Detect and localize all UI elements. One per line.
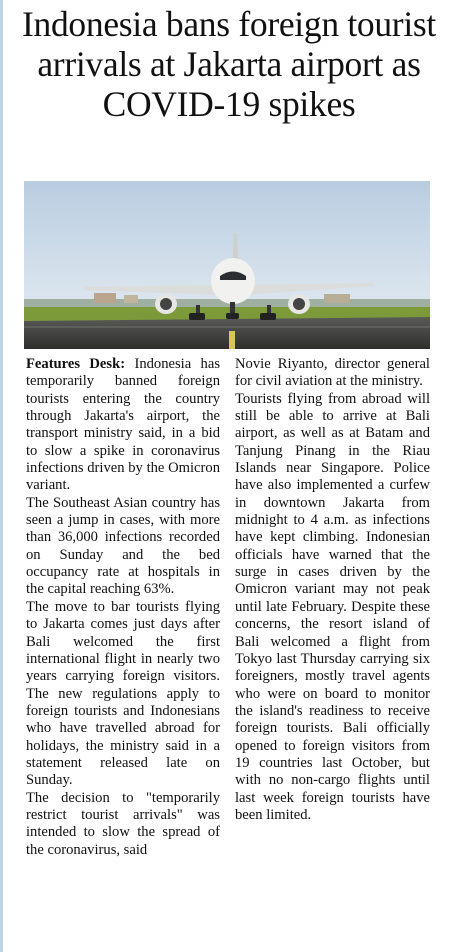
paragraph: Novie Riyanto, director general for civil aviation at the ministry. [235,356,430,390]
paragraph-text: Indonesia has temporarily banned foreign tourists entering the country through Jakarta's airport, the transport ministry said, in a bid to slow a spike in coronavirus infections driven by the Omicron variant. [26,356,221,494]
article-column-right [235,356,430,824]
paragraph: The move to bar tourists flying to Jakarta comes just days after Bali welcomed the first international flight in nearly two years carrying foreign visitors. The new regulations apply to foreign tourists and Indonesians who have travelled abroad for holidays, the ministry said in a statement released late on Sunday. [26,598,220,789]
paragraph [26,356,220,495]
paragraph: The decision to "temporarily restrict tourist arrivals" was intended to slow the spread of the coronavirus, said [26,789,220,858]
paragraph: Tourists flying from abroad will still be able to arrive at Bali airport, as well as at Batam and Tanjung Pinang in the Riau Islands near Singapore. Police have also implemented a curfew in downtown Jakarta from midnight to 4 a.m. as infections have kept climbing. Indonesian officials have warned that the surge in cases driven by the Omicron variant may not peak until late February. Despite these concerns, the resort island of Bali welcomed a flight from Tokyo last Thursday carrying six foreigners, mostly travel agents who were on board to monitor the island's readiness to receive foreign tourists. Bali officially opened to foreign visitors from 19 countries last October, but with no non-cargo flights until last week foreign tourists have been limited. [235,390,430,823]
article-headline: Indonesia bans foreign tourist arrivals at Jakarta airport as COVID-19 spikes [22,4,436,124]
page-edge-line [0,0,3,952]
byline: Features Desk: [26,356,126,372]
article-column-left [26,356,220,859]
airplane-on-runway-photo [24,181,430,349]
paragraph: The Southeast Asian country has seen a jump in cases, with more than 36,000 infections recorded on Sunday and the bed occupancy rate at hospitals in the capital reaching 63%. [26,494,220,598]
